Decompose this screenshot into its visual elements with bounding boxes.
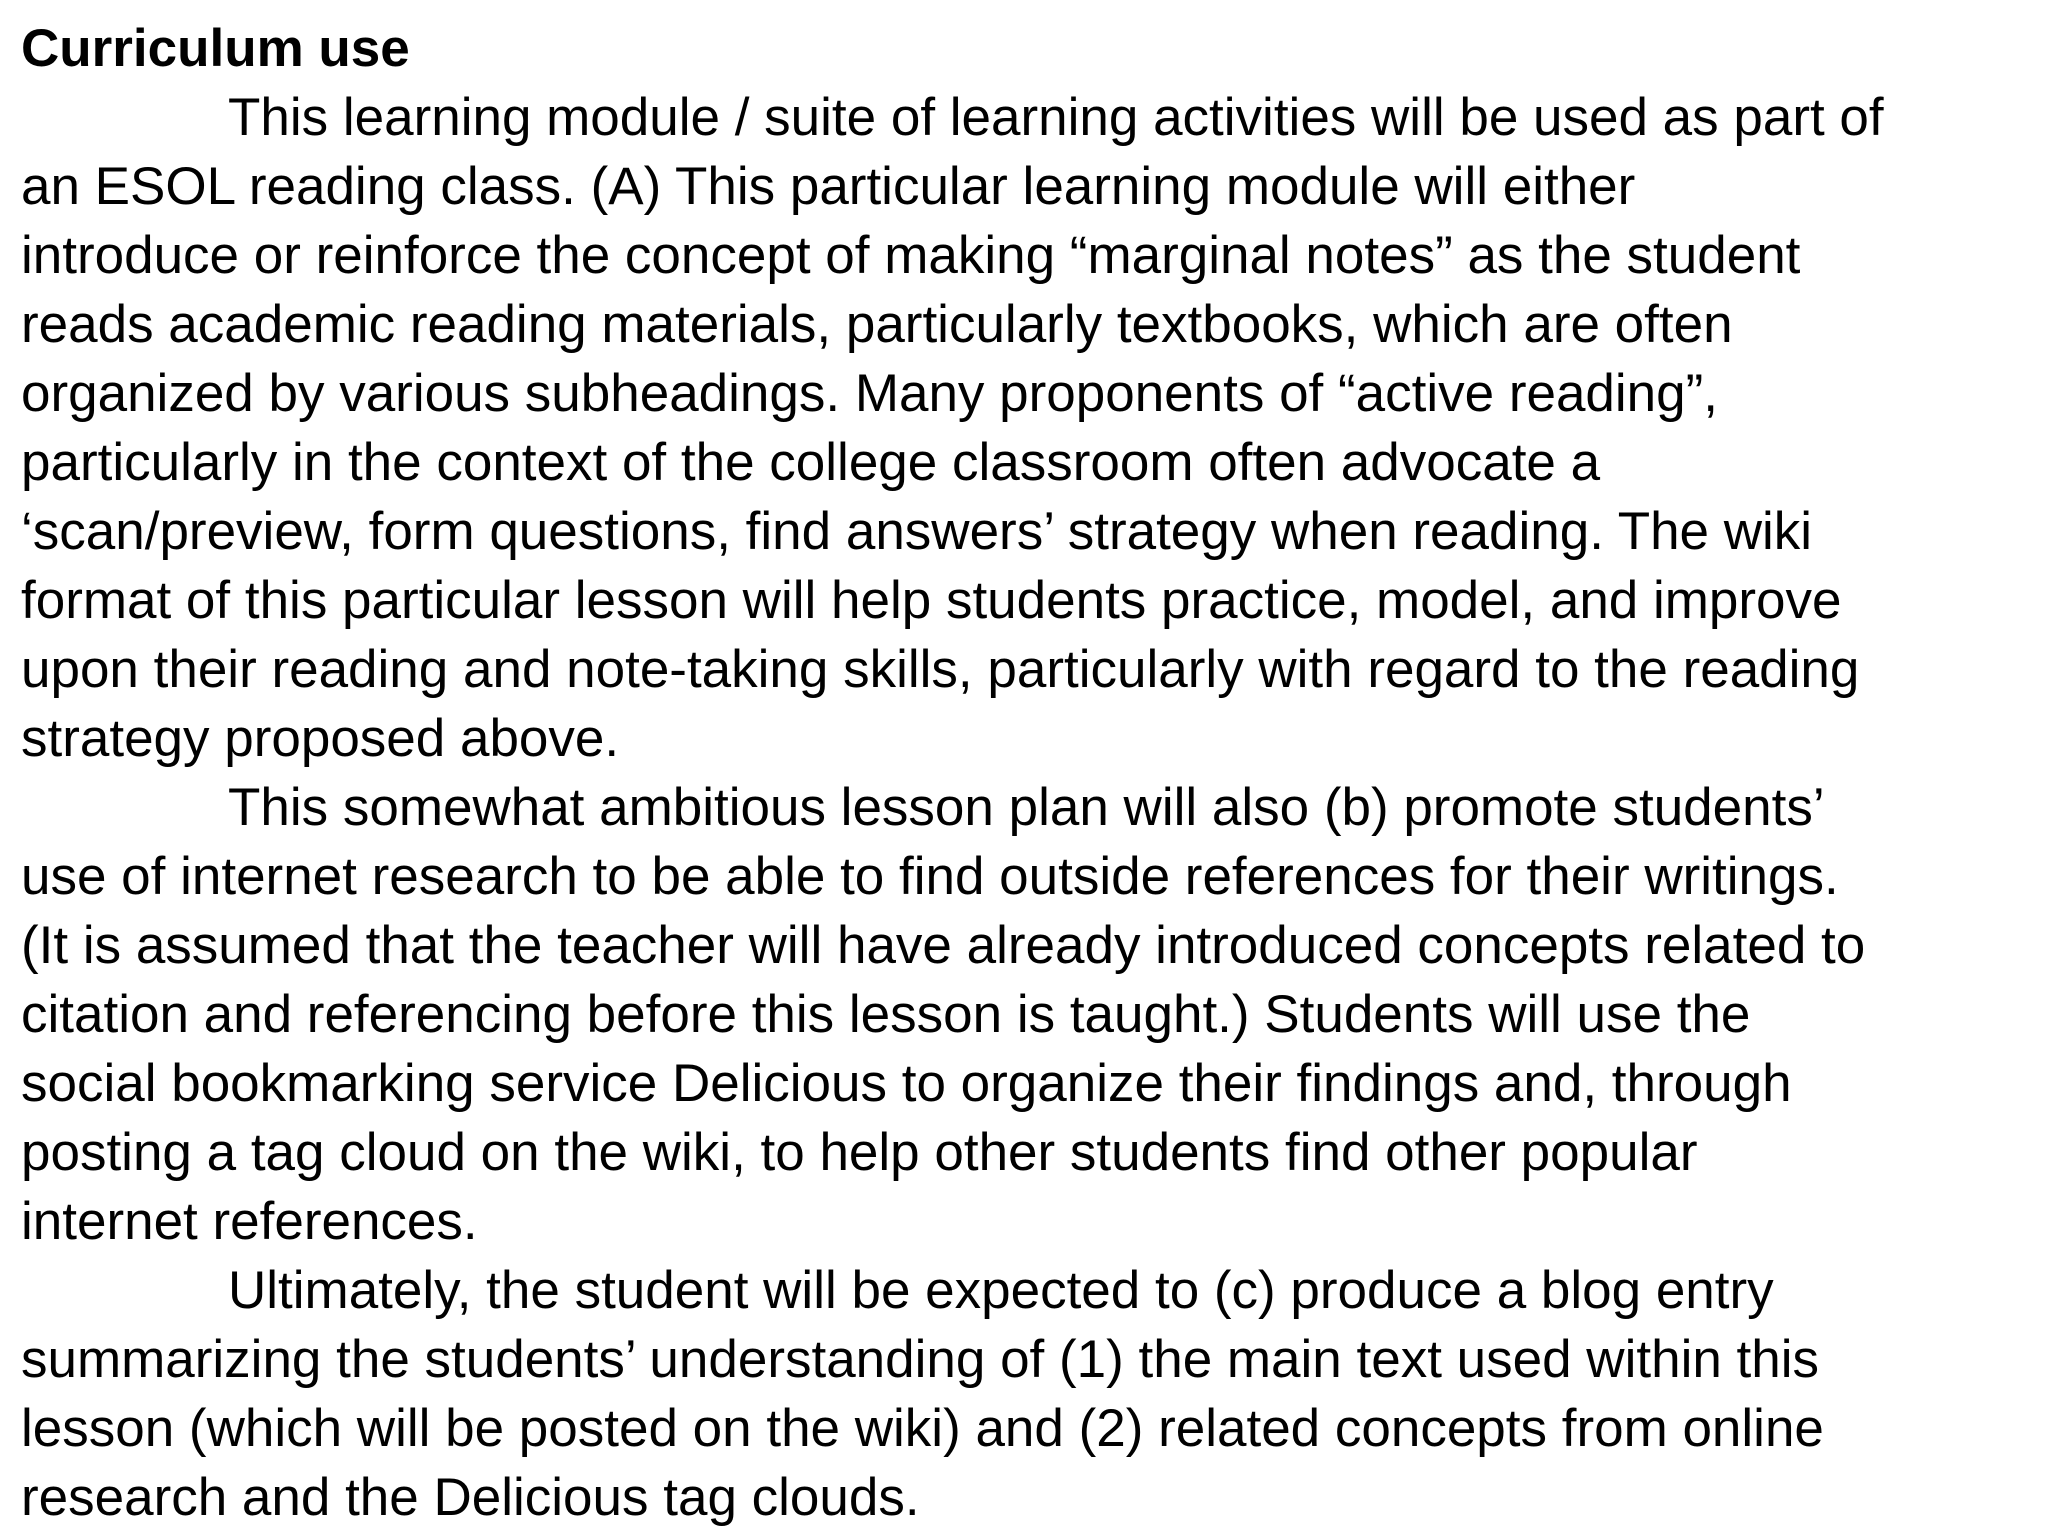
paragraph-line: This learning module / suite of learning activities will be used as part of: [228, 88, 1884, 147]
paragraph-blog-entry: [21, 1256, 2041, 1532]
paragraph-line: lesson (which will be posted on the wiki) and (2) related concepts from online: [21, 1399, 1824, 1458]
paragraph-line: ‘scan/preview, form questions, find answers’ strategy when reading. The wiki: [21, 502, 1813, 561]
section-heading: Curriculum use: [21, 19, 410, 78]
paragraph-line: internet references.: [21, 1192, 478, 1251]
paragraph-line: particularly in the context of the college classroom often advocate a: [21, 433, 1601, 492]
paragraph-line: summarizing the students’ understanding of (1) the main text used within this: [21, 1330, 1820, 1389]
paragraph-line: organized by various subheadings. Many proponents of “active reading”,: [21, 364, 1719, 423]
paragraph-line: upon their reading and note-taking skills, particularly with regard to the reading: [21, 640, 1860, 699]
paragraph-internet-research: [21, 773, 2041, 1256]
paragraph-line: an ESOL reading class. (A) This particular learning module will either: [21, 157, 1636, 216]
paragraph-line: Ultimately, the student will be expected to (c) produce a blog entry: [228, 1261, 1774, 1320]
paragraph-line: use of internet research to be able to find outside references for their writings.: [21, 847, 1839, 906]
paragraph-line: introduce or reinforce the concept of making “marginal notes” as the student: [21, 226, 1801, 285]
paragraph-curriculum-purpose: [21, 83, 2041, 773]
paragraph-line: research and the Delicious tag clouds.: [21, 1468, 920, 1527]
paragraph-line: This somewhat ambitious lesson plan will also (b) promote students’: [228, 778, 1825, 837]
document-page: [21, 14, 2041, 1532]
paragraph-line: posting a tag cloud on the wiki, to help other students find other popular: [21, 1123, 1698, 1182]
paragraph-line: (It is assumed that the teacher will have already introduced concepts related to: [21, 916, 1866, 975]
paragraph-line: reads academic reading materials, particularly textbooks, which are often: [21, 295, 1733, 354]
paragraph-line: format of this particular lesson will help students practice, model, and improve: [21, 571, 1842, 630]
paragraph-line: strategy proposed above.: [21, 709, 620, 768]
paragraph-line: social bookmarking service Delicious to organize their findings and, through: [21, 1054, 1792, 1113]
paragraph-line: citation and referencing before this lesson is taught.) Students will use the: [21, 985, 1751, 1044]
